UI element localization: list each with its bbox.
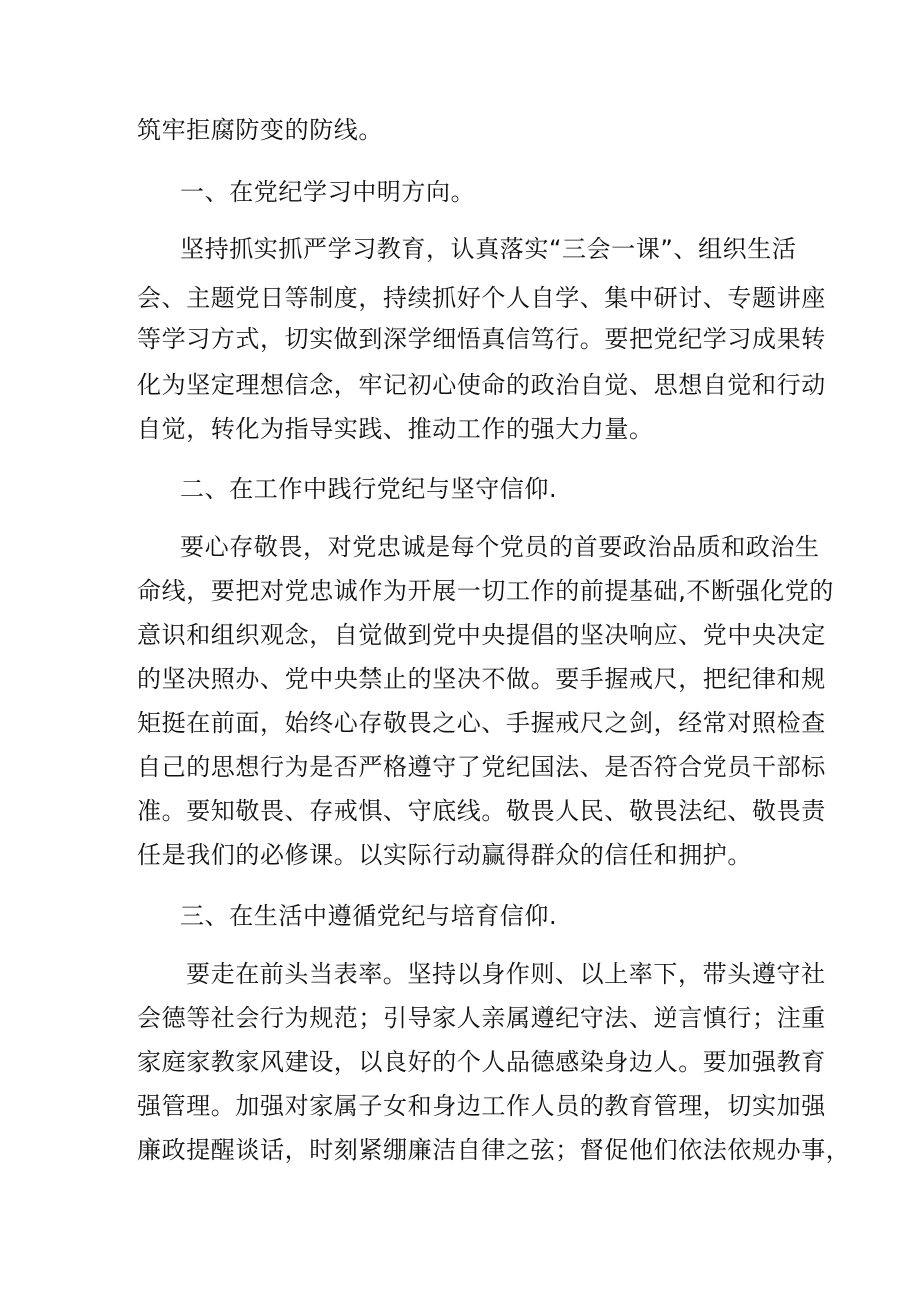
paragraph-line: 要走在前头当表率。坚持以身作则、以上率下，带头遵守社 (186, 960, 826, 988)
paragraph-line: 廉政提醒谈话，时刻紧绷廉洁自律之弦；督促他们依法依规办事， (137, 1136, 851, 1164)
paragraph-line: 要心存敬畏，对党忠诚是每个党员的首要政治品质和政治生 (180, 533, 820, 561)
paragraph-line: 坚持抓实抓严学习教育，认真落实“三会一课”、组织生活 (180, 235, 797, 263)
section-heading-3: 三、在生活中遵循党纪与培育信仰. (180, 902, 558, 930)
paragraph-line: 命线，要把对党忠诚作为开展一切工作的前提基础,不断强化党的 (137, 577, 835, 605)
paragraph-line: 自己的思想行为是否严格遵守了党纪国法、是否符合党员干部标 (137, 753, 826, 781)
paragraph-line: 化为坚定理想信念，牢记初心使命的政治自觉、思想自觉和行动 (137, 371, 826, 399)
paragraph-line: 筑牢拒腐防变的防线。 (137, 116, 383, 144)
paragraph-line: 强管理。加强对家属子女和身边工作人员的教育管理，切实加强 (137, 1092, 826, 1120)
paragraph-line: 任是我们的必修课。以实际行动赢得群众的信任和拥护。 (137, 841, 752, 869)
paragraph-line: 会德等社会行为规范；引导家人亲属遵纪守法、逆言慎行；注重 (137, 1004, 826, 1032)
paragraph-line: 会、主题党日等制度，持续抓好个人自学、集中研讨、专题讲座 (137, 284, 826, 312)
section-heading-2: 二、在工作中践行党纪与坚守信仰. (180, 475, 558, 503)
paragraph-line: 意识和组织观念，自觉做到党中央提倡的坚决响应、党中央决定 (137, 621, 826, 649)
paragraph-line: 等学习方式，切实做到深学细悟真信笃行。要把党纪学习成果转 (137, 325, 826, 353)
paragraph-line: 准。要知敬畏、存戒惧、守底线。敬畏人民、敬畏法纪、敬畏责 (137, 797, 826, 825)
paragraph-line: 矩挺在前面，始终心存敬畏之心、手握戒尺之剑，经常对照检查 (137, 709, 826, 737)
paragraph-line: 家庭家教家风建设，以良好的个人品德感染身边人。要加强教育 (137, 1048, 826, 1076)
paragraph-line: 自觉，转化为指导实践、推动工作的强大力量。 (137, 415, 654, 443)
section-heading-1: 一、在党纪学习中明方向。 (180, 178, 476, 206)
paragraph-line: 的坚决照办、党中央禁止的坚决不做。要手握戒尺，把纪律和规 (137, 665, 826, 693)
